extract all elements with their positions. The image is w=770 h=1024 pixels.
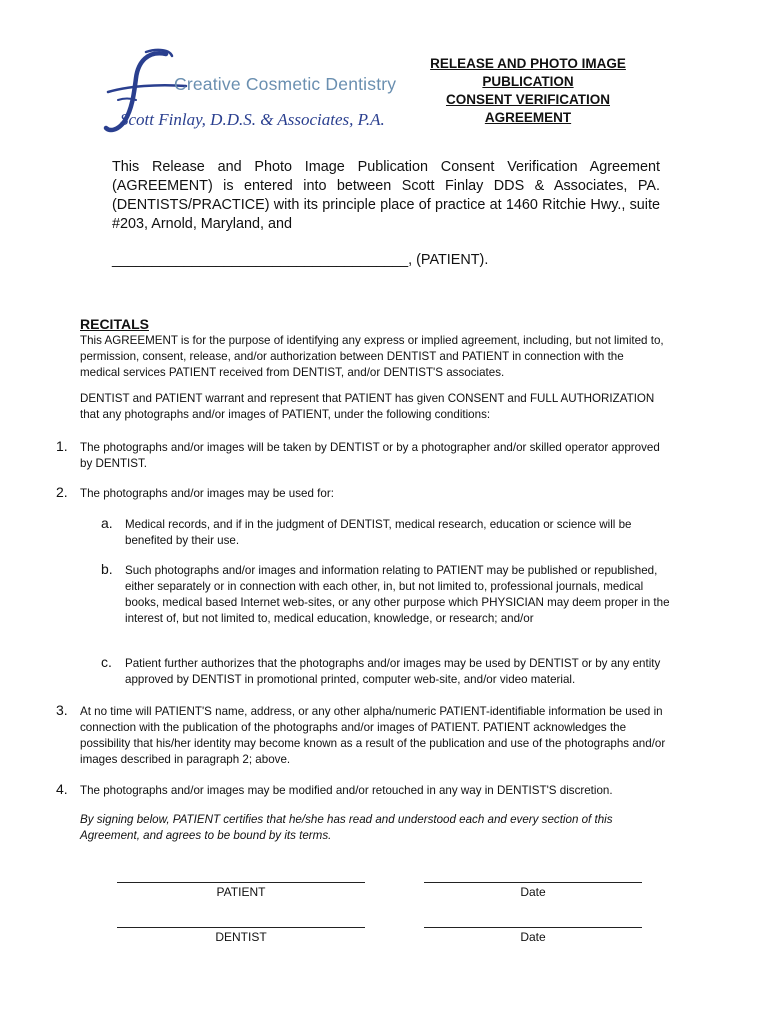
recitals-heading: RECITALS	[80, 316, 149, 332]
closing-statement: By signing below, PATIENT certifies that he/she has read and understood each and every section of this Agreement, and agrees to be bound by its terms.	[80, 813, 613, 842]
dentist-signature-label: DENTIST	[215, 930, 267, 944]
subitem-letter-a: a.	[101, 515, 113, 531]
dentist-date-line[interactable]	[424, 927, 642, 928]
logo-text-doctor-name: Scott Finlay, D.D.S. & Associates, P.A.	[120, 110, 385, 129]
subitem-text-c: Patient further authorizes that the photographs and/or images may be used by DENTIST or by any entity approved by DENTIST in promotional printed, computer web-site, and/or video material.	[125, 657, 661, 686]
title-line-4: AGREEMENT	[484, 110, 572, 125]
item-number-3: 3.	[56, 702, 68, 718]
title-line-2: PUBLICATION	[482, 74, 574, 89]
item-number-1: 1.	[56, 438, 68, 454]
patient-name-line: _____________________________________, (PATIENT).	[112, 252, 489, 268]
practice-logo	[88, 48, 398, 136]
item-text-4: The photographs and/or images may be modified and/or retouched in any way in DENTIST'S discretion.	[80, 784, 613, 797]
title-line-3: CONSENT VERIFICATION	[445, 92, 610, 107]
patient-signature-line[interactable]	[117, 882, 365, 883]
item-text-2: The photographs and/or images may be used for:	[80, 487, 334, 500]
patient-date-label: Date	[520, 885, 546, 899]
patient-date-line[interactable]	[424, 882, 642, 883]
subitem-letter-c: c.	[101, 654, 112, 670]
item-number-4: 4.	[56, 781, 68, 797]
logo-text-practice-name: Creative Cosmetic Dentistry	[174, 74, 397, 94]
subitem-text-b: Such photographs and/or images and information relating to PATIENT may be published or republished, either separately or in connection with each other, in, but not limited to, professional journals, medical books, medical based Internet web-sites, or any other purpose which PHYSICIAN may deem proper in the interest of, but not limited to, medical education, knowledge, or research; and/or	[125, 564, 670, 625]
subitem-letter-b: b.	[101, 561, 113, 577]
document-title	[408, 55, 648, 127]
item-text-1: The photographs and/or images will be taken by DENTIST or by a photographer and/or skilled operator approved by DENTIST.	[80, 441, 660, 470]
title-line-1: RELEASE AND PHOTO IMAGE	[430, 56, 626, 71]
recitals-paragraph-2: DENTIST and PATIENT warrant and represent that PATIENT has given CONSENT and FULL AUTHORIZATION that any photographs and/or images of PATIENT, under the following conditions:	[80, 392, 655, 421]
item-text-3: At no time will PATIENT'S name, address, or any other alpha/numeric PATIENT-identifiable information be used in connection with the publication of the photographs and/or images of PATIENT. PATIENT acknowledges the possibility that his/her identity may become known as a result of the publication and use of the photographs and/or images described in paragraph 2; above.	[80, 705, 666, 766]
subitem-text-a: Medical records, and if in the judgment of DENTIST, medical research, education or science will be benefited by their use.	[125, 518, 632, 547]
intro-paragraph: This Release and Photo Image Publication Consent Verification Agreement (AGREEMENT) is entered into between Scott Finlay DDS & Associates, PA. (DENTISTS/PRACTICE) with its principle place of practice at 1460 Ritchie Hwy., suite #203, Arnold, Maryland, and	[112, 159, 660, 232]
dentist-date-label: Date	[520, 930, 546, 944]
patient-signature-label: PATIENT	[216, 885, 266, 899]
recitals-paragraph-1: This AGREEMENT is for the purpose of identifying any express or implied agreement, including, but not limited to, permission, consent, release, and/or authorization between DENTIST and PATIENT in connection with the medical services PATIENT received from DENTIST, and/or DENTIST'S associates.	[80, 334, 664, 379]
dentist-signature-line[interactable]	[117, 927, 365, 928]
item-number-2: 2.	[56, 484, 68, 500]
